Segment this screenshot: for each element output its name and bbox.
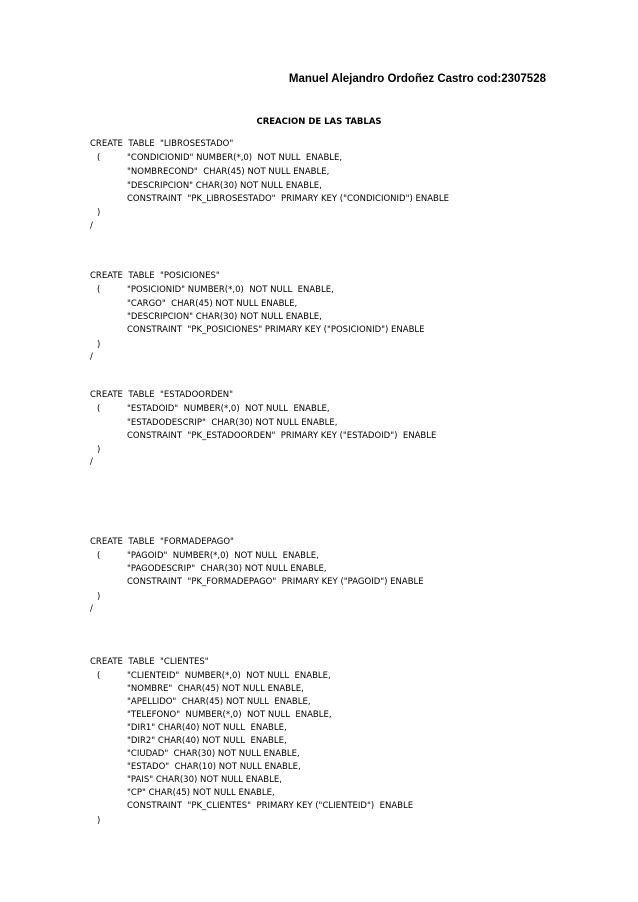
column-line: "DIR2" CHAR(40) NOT NULL ENABLE, [127, 736, 287, 746]
column-line: "PAGODESCRIP" CHAR(30) NOT NULL ENABLE, [127, 564, 327, 574]
column-line: "ESTADOID" NUMBER(*,0) NOT NULL ENABLE, [127, 404, 330, 414]
column-line: "NOMBRECOND" CHAR(45) NOT NULL ENABLE, [127, 167, 330, 177]
open-paren: ( [97, 671, 101, 681]
open-paren: ( [97, 285, 101, 295]
close-paren: ) [97, 445, 101, 455]
column-line: "CLIENTEID" NUMBER(*,0) NOT NULL ENABLE, [127, 671, 331, 681]
create-table-clientes: CREATE TABLE "CLIENTES" [90, 657, 209, 667]
column-line: "ESTADODESCRIP" CHAR(30) NOT NULL ENABLE, [127, 418, 338, 428]
column-line: "APELLIDO" CHAR(45) NOT NULL ENABLE, [127, 697, 311, 707]
column-line: "DESCRIPCION" CHAR(30) NOT NULL ENABLE, [127, 312, 322, 322]
open-paren: ( [97, 153, 101, 163]
create-table-posiciones: CREATE TABLE "POSICIONES" [90, 271, 220, 281]
column-line: "CIUDAD" CHAR(30) NOT NULL ENABLE, [127, 749, 300, 759]
column-line: "ESTADO" CHAR(10) NOT NULL ENABLE, [127, 762, 301, 772]
statement-terminator: / [90, 457, 93, 467]
statement-terminator: / [90, 604, 93, 614]
constraint-line: CONSTRAINT "PK_ESTADOORDEN" PRIMARY KEY ("ESTADOID") ENABLE [127, 431, 437, 441]
column-line: "CARGO" CHAR(45) NOT NULL ENABLE, [127, 299, 298, 309]
create-table-librosestado: CREATE TABLE "LIBROSESTADO" [90, 139, 234, 149]
close-paren: ) [97, 816, 101, 826]
open-paren: ( [97, 551, 101, 561]
constraint-line: CONSTRAINT "PK_POSICIONES" PRIMARY KEY ("POSICIONID") ENABLE [127, 325, 425, 335]
column-line: "TELEFONO" NUMBER(*,0) NOT NULL ENABLE, [127, 710, 332, 720]
statement-terminator: / [90, 221, 93, 231]
constraint-line: CONSTRAINT "PK_FORMADEPAGO" PRIMARY KEY ("PAGOID") ENABLE [127, 577, 424, 587]
column-line: "POSICIONID" NUMBER(*,0) NOT NULL ENABLE, [127, 285, 334, 295]
author-line: Manuel Alejandro Ordoñez Castro cod:2307528 [288, 73, 546, 85]
create-table-formadepago: CREATE TABLE "FORMADEPAGO" [90, 537, 234, 547]
column-line: "PAGOID" NUMBER(*,0) NOT NULL ENABLE, [127, 551, 319, 561]
column-line: "DIR1" CHAR(40) NOT NULL ENABLE, [127, 723, 287, 733]
open-paren: ( [97, 404, 101, 414]
statement-terminator: / [90, 352, 93, 362]
column-line: "NOMBRE" CHAR(45) NOT NULL ENABLE, [127, 684, 304, 694]
close-paren: ) [97, 208, 101, 218]
document-title: CREACION DE LAS TABLAS [256, 117, 382, 127]
column-line: "CONDICIONID" NUMBER(*,0) NOT NULL ENABLE, [127, 153, 343, 163]
column-line: "PAIS" CHAR(30) NOT NULL ENABLE, [127, 775, 282, 785]
close-paren: ) [97, 340, 101, 350]
create-table-estadoorden: CREATE TABLE "ESTADOORDEN" [90, 390, 234, 400]
column-line: "DESCRIPCION" CHAR(30) NOT NULL ENABLE, [127, 181, 322, 191]
column-line: "CP" CHAR(45) NOT NULL ENABLE, [127, 788, 275, 798]
close-paren: ) [97, 592, 101, 602]
constraint-line: CONSTRAINT "PK_LIBROSESTADO" PRIMARY KEY ("CONDICIONID") ENABLE [127, 194, 449, 204]
constraint-line: CONSTRAINT "PK_CLIENTES" PRIMARY KEY ("CLIENTEID") ENABLE [127, 801, 414, 811]
